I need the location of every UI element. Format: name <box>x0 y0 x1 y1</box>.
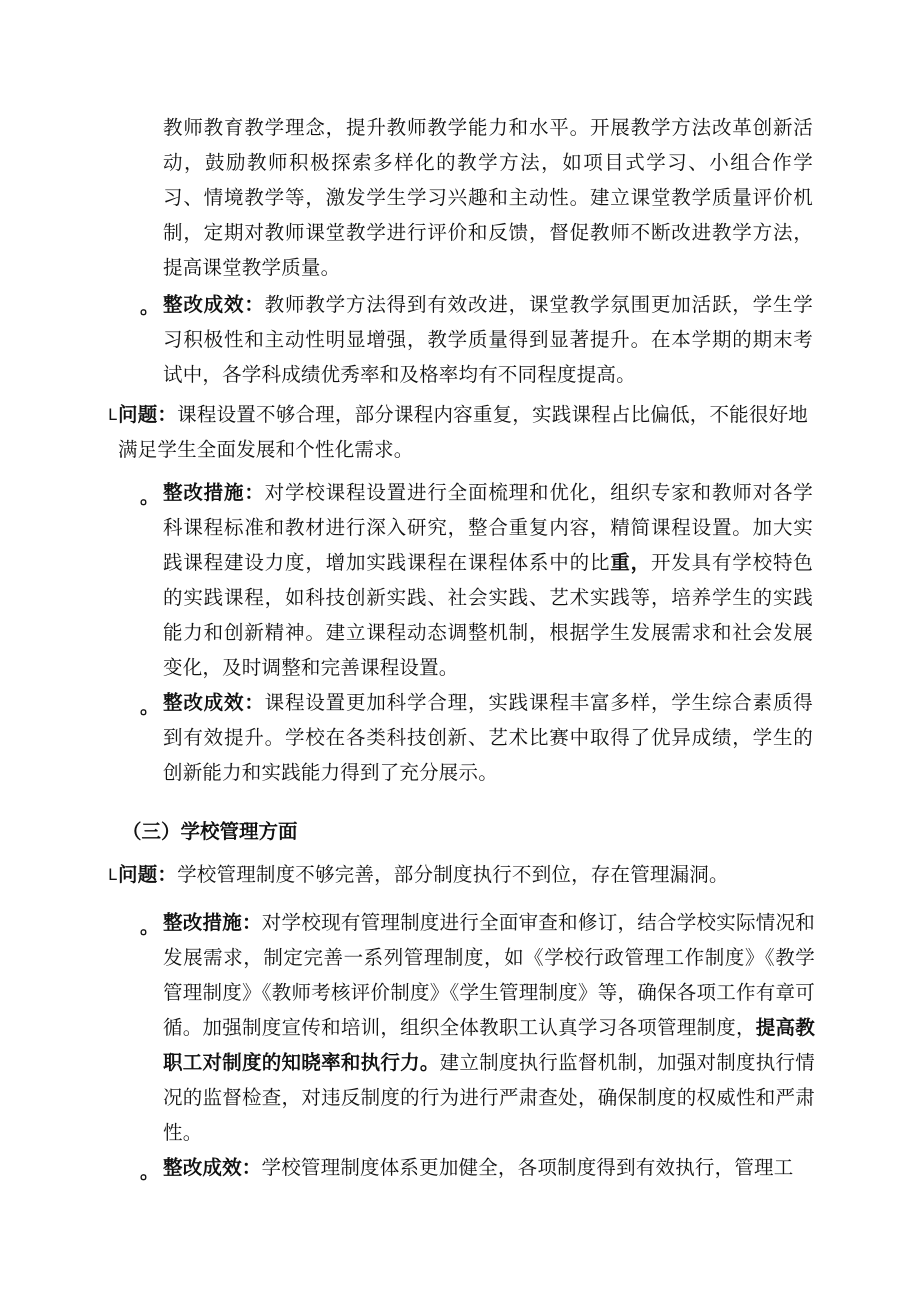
problem-2-label: 问题： <box>118 403 178 426</box>
measure-3-text-after: 建立制度执行监督机制，加强对制度执行情况的监督检查，对违反制度的行为进行严肃查处，确保制度的权威性和严肃性。 <box>163 1051 815 1144</box>
measure-3-text-emph: 提高教职工对制度的知晓率和执行力。 <box>163 1016 815 1074</box>
problem-3-marker: L <box>108 865 117 884</box>
measure-2-paragraph <box>163 475 813 685</box>
problem-3-paragraph <box>118 857 818 892</box>
problem-2-paragraph <box>118 397 808 467</box>
measure-2-text-emph: 重， <box>610 551 651 574</box>
result-2-paragraph <box>163 685 813 790</box>
measure-3-text-before: 对学校现有管理制度进行全面审查和修订，结合学校实际情况和发展需求，制定完善一系列管理制度，如《学校行政管理工作制度》《教学管理制度》《教师考核评价制度》《学生管理制度》等，确保各项工作有章可循。加强制度宣传和培训，组织全体教职工认真学习各项管理制度， <box>163 911 815 1039</box>
section-heading-3: （三）学校管理方面 <box>122 820 298 843</box>
result-1-paragraph <box>163 287 813 392</box>
bullet-result-2: 。 <box>140 696 160 718</box>
result-1-label: 整改成效： <box>163 293 265 316</box>
bullet-result-3: 。 <box>140 1161 160 1183</box>
measure-2-text-after: 开发具有学校特色的实践课程，如科技创新实践、社会实践、艺术实践等，培养学生的实践能力和创新精神。建立课程动态调整机制，根据学生发展需求和社会发展变化，及时调整和完善课程设置。 <box>163 551 813 679</box>
measure-2-text-before: 对学校课程设置进行全面梳理和优化，组织专家和教师对各学科课程标准和教材进行深入研究，整合重复内容，精简课程设置。加大实践课程建设力度，增加实践课程在课程体系中的比 <box>163 481 813 574</box>
intro-paragraph: 教师教育教学理念，提升教师教学能力和水平。开展教学方法改革创新活动，鼓励教师积极探索多样化的教学方法，如项目式学习、小组合作学习、情境教学等，激发学生学习兴趣和主动性。建立课堂教学质量评价机制，定期对教师课堂教学进行评价和反馈，督促教师不断改进教学方法，提高课堂教学质量。 <box>163 116 813 279</box>
result-2-label: 整改成效： <box>163 691 265 714</box>
problem-3-label: 问题： <box>118 863 178 886</box>
bullet-measure-2: 。 <box>140 486 160 508</box>
bullet-measure-3: 。 <box>140 916 160 938</box>
problem-3-text: 学校管理制度不够完善，部分制度执行不到位，存在管理漏洞。 <box>177 863 729 886</box>
bullet-result-1: 。 <box>140 296 160 318</box>
problem-2-text: 课程设置不够合理，部分课程内容重复，实践课程占比偏低，不能很好地满足学生全面发展和个性化需求。 <box>118 403 808 461</box>
measure-3-paragraph <box>163 905 815 1150</box>
result-1-text: 教师教学方法得到有效改进，课堂教学氛围更加活跃，学生学习积极性和主动性明显增强，教学质量得到显著提升。在本学期的期末考试中，各学科成绩优秀率和及格率均有不同程度提高。 <box>163 293 813 386</box>
result-3-text: 学校管理制度体系更加健全，各项制度得到有效执行，管理工 <box>261 1156 794 1179</box>
result-3-paragraph <box>163 1150 813 1185</box>
measure-3-label: 整改措施： <box>163 911 262 934</box>
result-3-label: 整改成效： <box>163 1156 262 1179</box>
problem-2-marker: L <box>108 405 117 424</box>
result-2-text: 课程设置更加科学合理，实践课程丰富多样，学生综合素质得到有效提升。学校在各类科技创新、艺术比赛中取得了优异成绩，学生的创新能力和实践能力得到了充分展示。 <box>163 691 813 784</box>
measure-2-label: 整改措施： <box>163 481 265 504</box>
